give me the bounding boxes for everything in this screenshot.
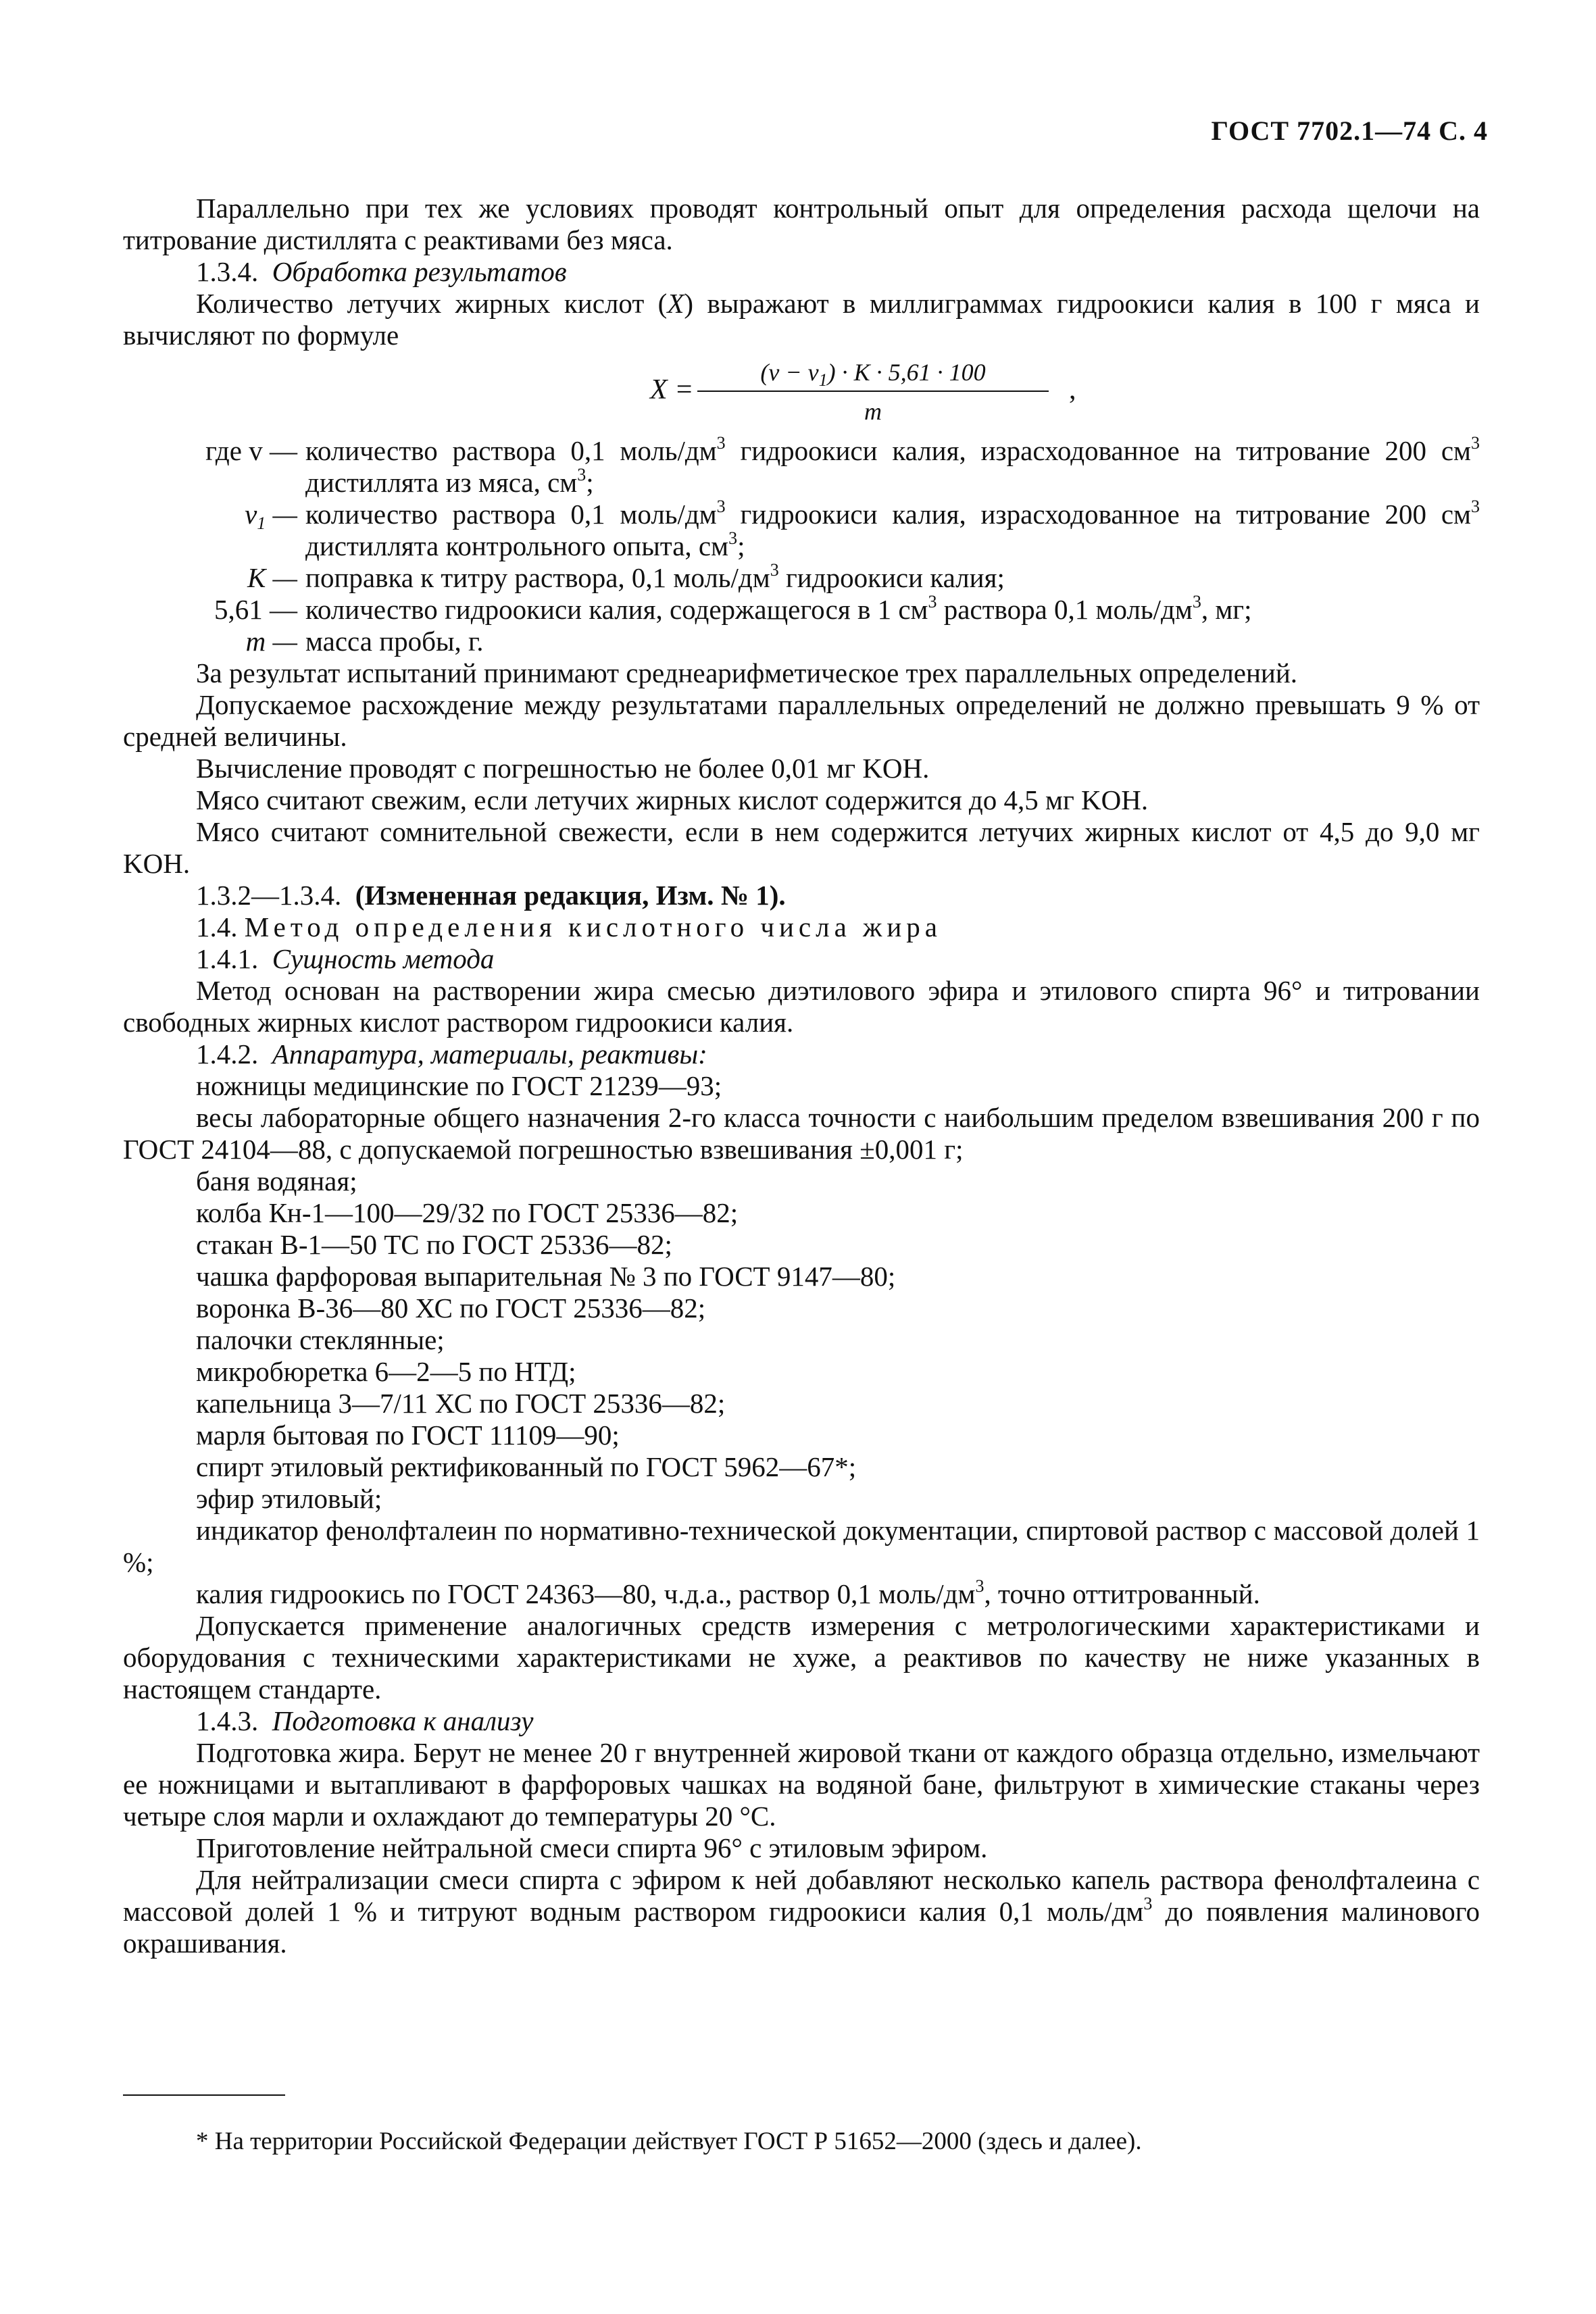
list-item: колба Кн-1—100—29/32 по ГОСТ 25336—82; [196, 1197, 739, 1228]
text-fragment: , точно оттитрованный. [984, 1578, 1260, 1609]
definition-symbol: 5,61 — [214, 594, 297, 625]
definition-v [123, 435, 1480, 499]
formula-comma: , [1069, 374, 1076, 405]
superscript: 3 [928, 592, 937, 611]
definition-text: масса пробы, г. [305, 626, 484, 657]
text-fragment: ; [737, 530, 745, 561]
superscript: 3 [975, 1576, 984, 1596]
document-body [123, 193, 1480, 1959]
footnote-divider [123, 2094, 285, 2096]
section-number: 1.4.1. [196, 943, 259, 974]
superscript: 3 [728, 528, 738, 548]
definition-text [305, 562, 1480, 594]
equipment-list [123, 1070, 1480, 1610]
definition-symbol: K — [247, 562, 297, 593]
section-title: Обработка результатов [272, 256, 567, 287]
list-item [123, 1578, 1480, 1610]
definition-text [305, 499, 1480, 562]
text-fragment: количество гидроокиси калия, содержащегося в 1 см [305, 594, 928, 625]
formula-definitions [123, 435, 1480, 657]
paragraph-control-test: Параллельно при тех же условиях проводят контрольный опыт для определения расхода щелочи на титрование дистиллята с реактивами без мяса. [123, 193, 1480, 255]
section-number: 1.4.2. [196, 1038, 259, 1070]
definition-text [305, 594, 1480, 626]
paragraph-tolerance: Допускаемое расхождение между результатами параллельных определений не должно превышать 9 % от средней величины. [123, 689, 1480, 752]
list-item: индикатор фенолфталеин по нормативно-технической документации, спиртовой раствор с массовой долей 1 %; [123, 1515, 1480, 1578]
paragraph-result: За результат испытаний принимают среднеарифметическое трех параллельных определений. [196, 657, 1298, 688]
superscript: 3 [716, 433, 726, 453]
subscript: 1 [257, 513, 266, 533]
section-number: 1.4.3. [196, 1705, 259, 1736]
text-fragment: (v − v [760, 359, 819, 386]
section-title: Метод определения кислотного числа жира [244, 911, 942, 942]
formula-lhs: X = [650, 374, 694, 405]
text-fragment: — [266, 499, 297, 530]
text-fragment: ; [586, 467, 594, 498]
list-item: эфир этиловый; [196, 1483, 382, 1514]
text-fragment: гидроокиси калия, израсходованное на титрование 200 см [725, 499, 1471, 530]
paragraph-fresh: Мясо считают свежим, если летучих жирных кислот содержится до 4,5 мг KOH. [196, 784, 1149, 815]
text-fragment: поправка к титру раствора, 0,1 моль/дм [305, 562, 770, 593]
superscript: 3 [1470, 497, 1480, 516]
definition-v1 [123, 499, 1480, 562]
list-item: чашка фарфоровая выпарительная № 3 по ГОСТ 9147—80; [196, 1261, 896, 1292]
list-item: стакан В-1—50 ТС по ГОСТ 25336—82; [196, 1229, 672, 1260]
section-1-4-2-heading [123, 1038, 1480, 1070]
paragraph-mixture-prep: Приготовление нейтральной смеси спирта 96° с этиловым эфиром. [196, 1832, 988, 1863]
text-fragment: Количество летучих жирных кислот ( [196, 288, 668, 319]
list-item: баня водяная; [196, 1165, 357, 1197]
paragraph-neutralization [123, 1864, 1480, 1959]
footnote: * На территории Российской Федерации действует ГОСТ Р 51652—2000 (здесь и далее). [196, 2128, 1142, 2155]
text-fragment: дистиллята из мяса, см [305, 467, 578, 498]
definition-text [305, 435, 1480, 499]
text-fragment: ) · K · 5,61 · 100 [827, 359, 986, 386]
section-title: Подготовка к анализу [272, 1705, 534, 1736]
superscript: 3 [770, 560, 779, 580]
superscript: 3 [577, 465, 587, 484]
formula-fraction [697, 357, 1049, 428]
formula-numerator [697, 357, 1049, 392]
list-item: палочки стеклянные; [196, 1324, 445, 1355]
text-fragment: гидроокиси калия, израсходованное на титрование 200 см [725, 435, 1471, 466]
text-fragment: количество раствора 0,1 моль/дм [305, 435, 717, 466]
text-fragment: гидроокиси калия; [778, 562, 1005, 593]
list-item: капельница 3—7/11 ХС по ГОСТ 25336—82; [196, 1388, 726, 1419]
text-fragment: количество раствора 0,1 моль/дм [305, 499, 717, 530]
section-number: 1.3.4. [196, 256, 259, 287]
definition-symbol: где v — [205, 435, 297, 466]
paragraph-doubtful: Мясо считают сомнительной свежести, если в нем содержится летучих жирных кислот от 4,5 до 9,0 мг KOH. [123, 816, 1480, 879]
definition-symbol: m — [245, 626, 297, 657]
section-1-4-3-heading [123, 1705, 1480, 1737]
superscript: 3 [1143, 1894, 1153, 1913]
formula-denominator: m [864, 398, 882, 425]
paragraph-fat-prep: Подготовка жира. Берут не менее 20 г внутренней жировой ткани от каждого образца отдельно, измельчают ее ножницами и вытапливают в фарфоровых чашках на водяной бане, фильтруют в химические стаканы через четыре слоя марли и охлаждают до температуры 20 °С. [123, 1737, 1480, 1832]
text-fragment: , мг; [1201, 594, 1252, 625]
amendment-text: (Измененная редакция, Изм. № 1). [355, 880, 786, 911]
section-title: Аппаратура, материалы, реактивы: [272, 1038, 707, 1070]
definition-5-61 [123, 594, 1480, 626]
text-fragment: до появления малинового окрашивания. [123, 1896, 1480, 1959]
text-fragment: ) выражают в миллиграммах гидроокиси калия в 100 г мяса и вычисляют по формуле [123, 288, 1480, 351]
section-1-4-1-heading [123, 943, 1480, 975]
page-header: ГОСТ 7702.1—74 С. 4 [1211, 116, 1488, 146]
paragraph-precision: Вычисление проводят с погрешностью не более 0,01 мг KOH. [196, 753, 930, 784]
text-fragment: Для нейтрализации смеси спирта с эфиром к ней добавляют несколько капель раствора фенолфталеина с массовой долей 1 % и титруют водным раствором гидроокиси калия 0,1 моль/дм [123, 1864, 1480, 1927]
section-1-4-heading [123, 911, 1480, 943]
definition-m [123, 626, 1480, 657]
paragraph-method: Метод основан на растворении жира смесью диэтилового эфира и этилового спирта 96° и титровании свободных жирных кислот раствором гидроокиси калия. [123, 975, 1480, 1038]
variable-x: X [667, 288, 684, 319]
superscript: 3 [1192, 592, 1201, 611]
text-fragment: v [245, 499, 257, 530]
section-number: 1.4. [196, 911, 238, 942]
section-title: Сущность метода [272, 943, 495, 974]
text-fragment: дистиллята контрольного опыта, см [305, 530, 729, 561]
text-fragment: раствора 0,1 моль/дм [937, 594, 1193, 625]
list-item: марля бытовая по ГОСТ 11109—90; [196, 1419, 620, 1451]
list-item: воронка В-36—80 ХС по ГОСТ 25336—82; [196, 1292, 706, 1324]
amendment-note [123, 880, 1480, 911]
text-fragment: калия гидроокись по ГОСТ 24363—80, ч.д.а., раствор 0,1 моль/дм [196, 1578, 976, 1609]
list-item: микробюретка 6—2—5 по НТД; [196, 1356, 576, 1387]
section-1-3-4-heading [123, 256, 1480, 288]
list-item: спирт этиловый ректификованный по ГОСТ 5962—67*; [196, 1451, 857, 1482]
superscript: 3 [716, 497, 726, 516]
list-item: весы лабораторные общего назначения 2-го класса точности с наибольшим пределом взвешивания 200 г по ГОСТ 24104—88, с допускаемой погрешностью взвешивания ±0,001 г; [123, 1102, 1480, 1165]
paragraph-formula-intro [123, 288, 1480, 351]
formula [123, 357, 1480, 430]
section-number: 1.3.2—1.3.4. [196, 880, 342, 911]
paragraph-equivalents: Допускается применение аналогичных средств измерения с метрологическими характеристиками и оборудования с техническими характеристиками не хуже, а реактивов по качеству не ниже указанных в настоящем стандарте. [123, 1610, 1480, 1705]
subscript: 1 [818, 370, 828, 390]
list-item: ножницы медицинские по ГОСТ 21239—93; [196, 1070, 722, 1101]
definition-symbol [123, 499, 305, 562]
superscript: 3 [1470, 433, 1480, 453]
definition-k [123, 562, 1480, 594]
